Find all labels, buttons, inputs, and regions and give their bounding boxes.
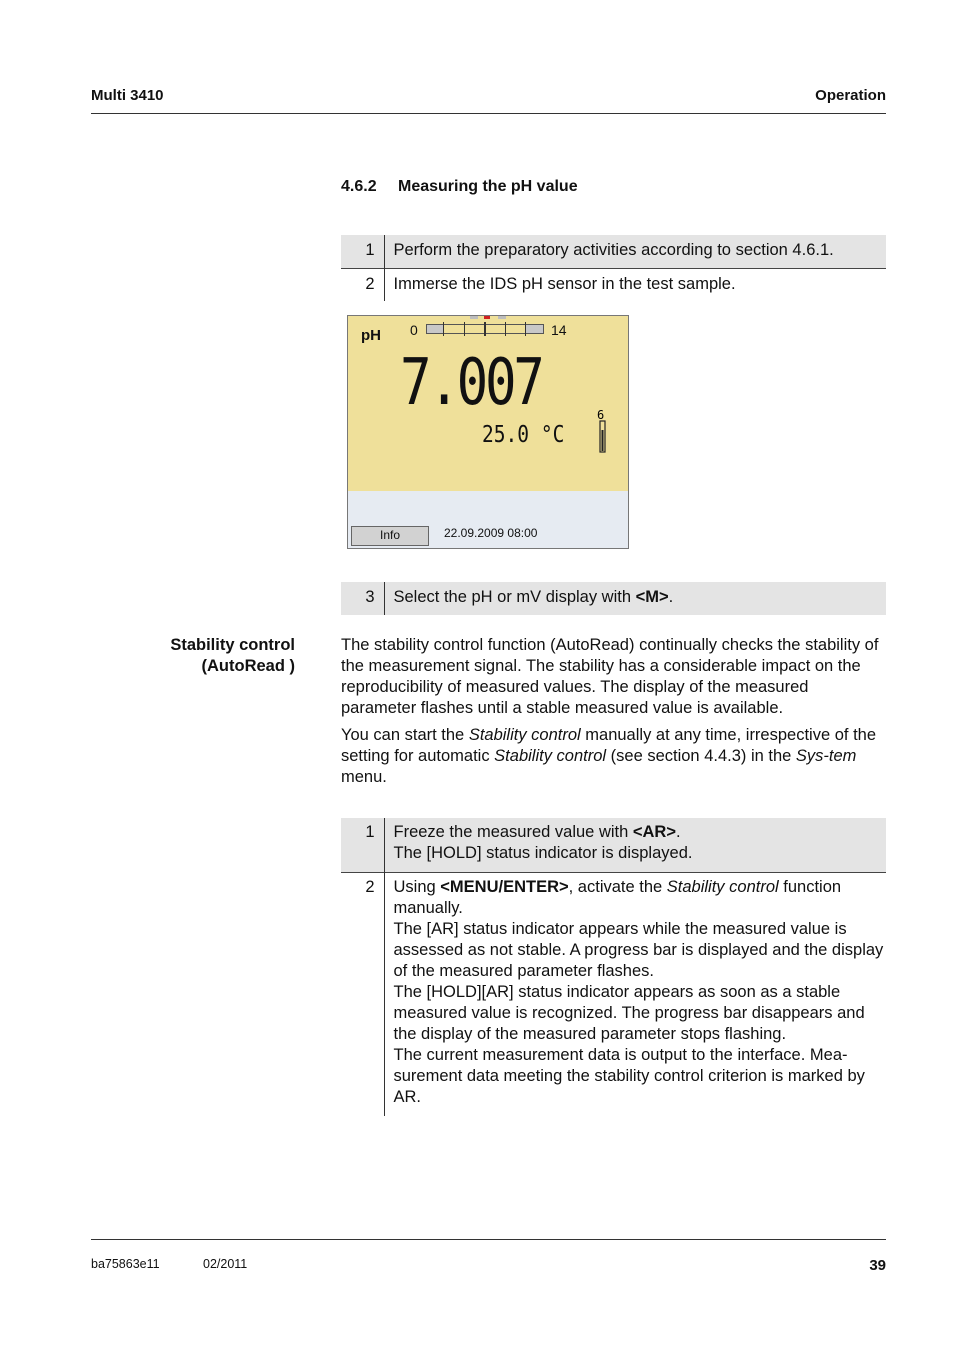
meter-display [347, 315, 629, 549]
section-title: Measuring the pH value [398, 178, 578, 195]
temperature-readout [482, 422, 564, 448]
key-menu-enter: <MENU/ENTER> [440, 878, 569, 896]
header-section: Operation [815, 87, 886, 104]
scale-tick [464, 322, 465, 336]
measurement-marker [484, 316, 490, 319]
step-row [341, 873, 886, 1117]
step-text: Freeze the measured value with <AR>. The [HOLD] status indicator is displayed. [384, 818, 886, 873]
info-softkey[interactable]: Info [351, 526, 429, 546]
step-text: Immerse the IDS pH sensor in the test sample. [384, 268, 886, 301]
step-row [341, 235, 886, 268]
step-number: 2 [341, 268, 384, 301]
step-number: 1 [341, 818, 384, 873]
sensor-icon [597, 408, 611, 454]
scale-tick [443, 322, 444, 336]
step-number: 1 [341, 235, 384, 268]
scale-max: 14 [551, 322, 567, 338]
step-text: Perform the preparatory activities according to section 4.6.1. [384, 235, 886, 268]
footer-rule [91, 1239, 886, 1240]
stability-paragraph-2: You can start the Stability control manually at any time, irrespective of the setting for automatic Stability control (see section 4.4.3) in the Sys-tem menu. [341, 726, 877, 786]
footer-date: 02/2011 [203, 1257, 248, 1271]
step-row [341, 268, 886, 301]
footer-doc-id: ba75863e11 [91, 1257, 160, 1271]
date-time: 22.09.2009 08:00 [444, 526, 538, 540]
step-number: 3 [341, 582, 384, 615]
step-text: Using <MENU/ENTER>, activate the Stability control function manually. The [AR] status indicator appears while the measured value is assessed as not stable. A progress bar is displayed and the display of the measured parameter flashes. The [HOLD][AR] status indicator appears as soon as a stable measured value is recognized. The progress bar disappears and the display of the measured parameter stops flashing. The current measurement data is output to the interface. Mea-surement data meeting the stability control criterion is marked by AR. [384, 873, 886, 1117]
steps-table-a [341, 235, 886, 301]
measured-value: 7.007 [400, 346, 542, 420]
step-row [341, 582, 886, 615]
scale-tick [505, 322, 506, 336]
scale-bar [426, 324, 544, 334]
temperature-unit: °C [540, 422, 565, 448]
sensor-number: 6 [597, 408, 605, 422]
page-number: 39 [869, 1257, 886, 1274]
header-title: Multi 3410 [91, 87, 164, 104]
steps-table-b [341, 818, 886, 1116]
step-text: Select the pH or mV display with <M>. [384, 582, 886, 615]
indicator-dash [498, 316, 506, 319]
parameter-label: pH [361, 327, 381, 344]
scale-tick [484, 322, 486, 336]
scale-tick [525, 322, 526, 336]
section-heading [341, 178, 578, 196]
stability-paragraph-1: The stability control function (AutoRead) continually checks the stability of the measurement signal. The stability has a considerable impact on the reproducibility of measured values. The display of the measured parameter flashes until a stable measured value is available. [341, 636, 879, 717]
scale-min: 0 [410, 322, 418, 338]
step-row [341, 818, 886, 873]
step-number: 2 [341, 873, 384, 1117]
section-number: 4.6.2 [341, 178, 377, 195]
indicator-dash [470, 316, 478, 319]
key-ar: <AR> [632, 823, 676, 841]
steps-table-step3 [341, 582, 886, 615]
header-rule [91, 113, 886, 114]
key-m: <M> [635, 588, 669, 606]
temperature-value: 25.0 [482, 422, 530, 448]
side-label: Stability control (AutoRead ) [170, 636, 295, 675]
